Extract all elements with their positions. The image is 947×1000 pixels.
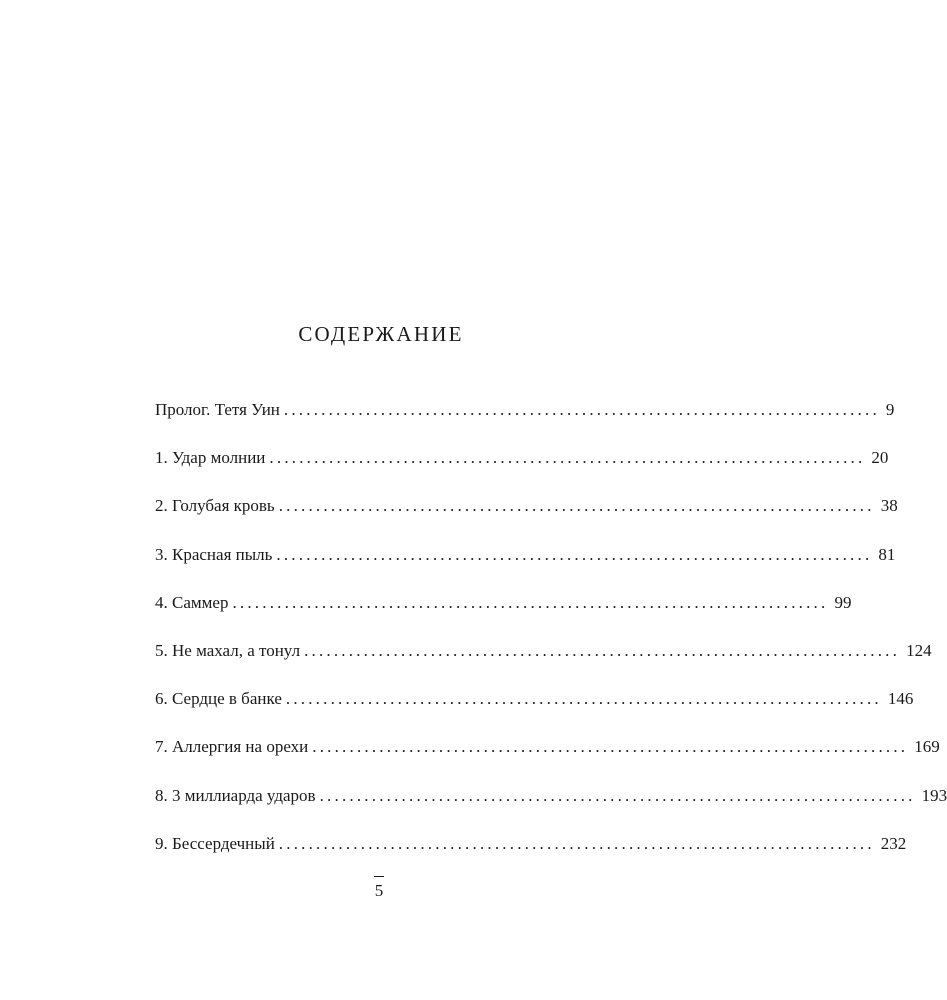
toc-entry [155, 591, 852, 615]
dot-leader: ................................................................................ [269, 448, 866, 468]
toc-entry-page: 81 [878, 544, 896, 564]
dot-leader: ................................................................................ [232, 592, 829, 612]
toc-entry [155, 494, 898, 518]
dot-leader: ................................................................................ [276, 544, 873, 564]
toc-entry-label: 2. Голубая кровь [155, 496, 275, 516]
toc-entry-page: 124 [906, 640, 932, 660]
toc-entry-label: 8. 3 миллиарда ударов [155, 785, 316, 805]
toc-entry-label: 6. Сердце в банке [155, 689, 282, 709]
toc-entry [155, 446, 889, 470]
toc-entry [155, 639, 932, 663]
toc-entry-label: 4. Саммер [155, 592, 229, 612]
toc-title: СОДЕРЖАНИЕ [298, 322, 464, 346]
toc-entry [155, 784, 947, 808]
folio-rule [374, 876, 384, 877]
toc-entry-label: 9. Бессердечный [155, 833, 275, 853]
page-number-value: 5 [374, 881, 384, 900]
dot-leader: ................................................................................ [278, 833, 875, 853]
toc-entry [155, 687, 914, 711]
toc-list [155, 398, 947, 880]
dot-leader: ................................................................................ [319, 785, 916, 805]
toc-entry [155, 735, 940, 759]
dot-leader: ................................................................................ [283, 400, 880, 419]
dot-leader: ................................................................................ [278, 496, 875, 516]
toc-entry-page: 146 [887, 689, 914, 709]
toc-entry-label: 7. Аллергия на орехи [155, 737, 309, 757]
toc-entry-page: 20 [871, 448, 889, 468]
toc-entry-label: 5. Не махал, а тонул [155, 640, 301, 660]
toc-entry-page: 193 [921, 785, 947, 805]
toc-entry-page: 232 [880, 833, 907, 853]
toc-entry-page: 38 [880, 496, 898, 516]
page-number [0, 876, 758, 901]
dot-leader: ................................................................................ [285, 689, 882, 709]
toc-entry [155, 398, 895, 422]
toc-entry-page: 99 [834, 592, 852, 612]
toc-entry-label: Пролог. Тетя Уин [155, 400, 280, 419]
dot-leader: ................................................................................ [304, 640, 901, 660]
toc-entry [155, 832, 907, 856]
toc-entry-page: 169 [914, 737, 940, 757]
dot-leader: ................................................................................ [312, 737, 909, 757]
toc-entry-label: 1. Удар молнии [155, 448, 266, 468]
toc-entry-label: 3. Красная пыль [155, 544, 273, 564]
toc-entry [155, 543, 896, 567]
toc-entry-page: 9 [885, 400, 895, 419]
